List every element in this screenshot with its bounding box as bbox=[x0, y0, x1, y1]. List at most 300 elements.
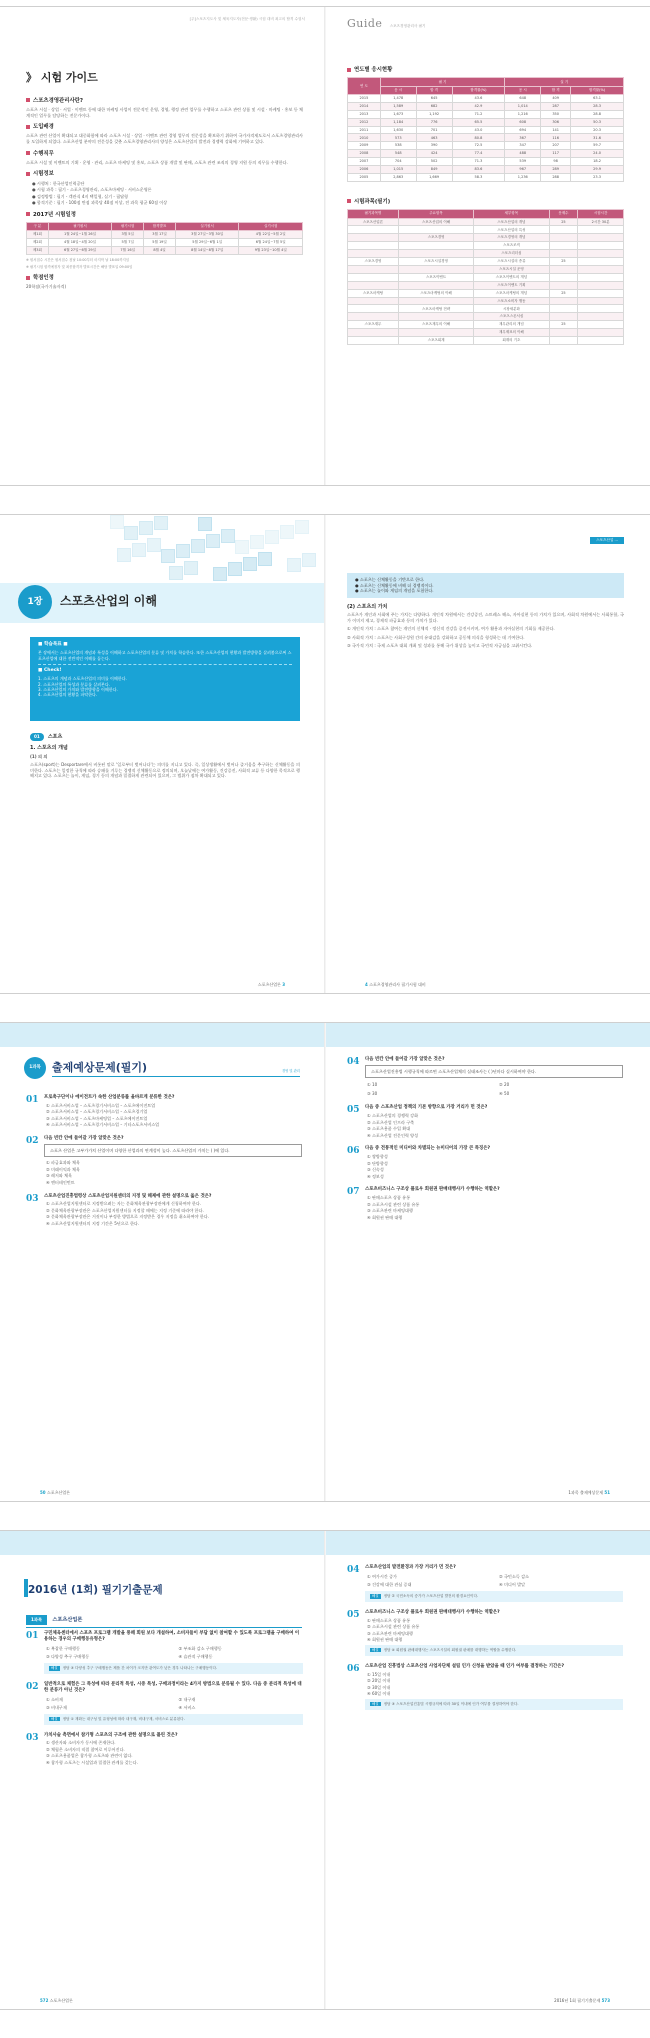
exam-info-item: ● 합격기준 : 필기 - 100점 만점 과목당 40점 이상, 전 과목 평균 60점 이상 bbox=[32, 200, 168, 206]
value-item: ③ 국가적 가치 : 국제 스포츠 대회 개최 및 성과를 통해 국가 위상을 높이고 국민적 자긍심을 고취시킨다. bbox=[347, 643, 533, 649]
column-header: 주요항목 bbox=[398, 210, 473, 218]
option-list bbox=[365, 1113, 623, 1138]
table-cell: 776 bbox=[416, 118, 452, 126]
square-bullet-icon bbox=[26, 151, 30, 155]
option: ③ 스포츠관련 마케팅대행 bbox=[367, 1630, 413, 1636]
table-cell: 시장세분화 bbox=[474, 305, 549, 313]
page-folio: 1과목 출제예상문제 51 bbox=[568, 1489, 610, 1495]
option: ③ 30 bbox=[367, 1090, 378, 1096]
table-cell: 23.3 bbox=[571, 173, 624, 181]
column-header: 세부항목 bbox=[474, 210, 549, 218]
summary-item: ● 스포츠는 신체활동을 기반으로 한다. bbox=[355, 577, 425, 582]
table-cell: 2009 bbox=[348, 142, 381, 150]
table-cell: 스포츠산업의 특성 bbox=[474, 226, 549, 234]
column-header: 합 격 bbox=[541, 86, 571, 94]
table-cell bbox=[578, 289, 624, 297]
explanation-text: 정답 ③ 다양성 추구 구매행동은 제품 간 차이가 크지만 관여도가 낮은 경우 나타나는 구매행동이다. bbox=[62, 1665, 218, 1670]
option-list bbox=[44, 1103, 302, 1128]
section-title bbox=[26, 124, 303, 131]
explanation-tag: 해설 bbox=[51, 1716, 58, 1721]
table-cell: 1,669 bbox=[416, 173, 452, 181]
table-cell: 6월 24일~7월 5일 bbox=[239, 239, 303, 247]
table-cell: 502 bbox=[416, 158, 452, 166]
table-cell bbox=[348, 297, 399, 305]
question-number: 06 bbox=[347, 1663, 360, 1674]
page-left bbox=[0, 1023, 325, 1502]
table-cell: 2007 bbox=[348, 158, 381, 166]
section-body: 스포츠 관련 산업이 확대되고 대중화함에 따라 스포츠 시설 · 상업 · 이벤트 관련 경영 업무의 전문성을 확보하기 위하여 국가자격제도로서 스포츠경영관리사를 도입하게 되었다. 스포츠산업 분야의 전문성을 갖춘 스포츠경영관리사의 양성은 스포츠산업의 발전과 경쟁력 강화에 기여하고 있다. bbox=[26, 133, 303, 144]
table-row bbox=[348, 281, 624, 289]
table-cell: 제3회 bbox=[27, 247, 49, 255]
question-column-right bbox=[347, 1057, 623, 1228]
guide-sections bbox=[26, 98, 303, 165]
table-cell: 18.2 bbox=[571, 158, 624, 166]
table-cell: 548 bbox=[380, 150, 416, 158]
table-cell: 117 bbox=[541, 150, 571, 158]
square-bullet-icon bbox=[26, 98, 30, 102]
table-cell: 77.4 bbox=[452, 150, 505, 158]
table-cell bbox=[578, 250, 624, 258]
table-row bbox=[348, 110, 624, 118]
table-row bbox=[348, 250, 624, 258]
table-cell: 463 bbox=[416, 134, 452, 142]
option-list bbox=[365, 1618, 623, 1643]
column-header: 연 도 bbox=[348, 78, 381, 95]
question bbox=[26, 1733, 303, 1766]
table-cell: 65.5 bbox=[452, 118, 505, 126]
option: ② 내구재 bbox=[178, 1696, 196, 1702]
table-cell bbox=[578, 226, 624, 234]
table-cell: 42.9 bbox=[452, 102, 505, 110]
table-cell: 3월 27일~3월 30일 bbox=[175, 231, 239, 239]
table-cell: 1,014 bbox=[505, 102, 541, 110]
table-cell: 25 bbox=[549, 258, 578, 266]
table-cell: 스포츠이벤트 기획 bbox=[474, 281, 549, 289]
option-list bbox=[44, 1740, 303, 1765]
question bbox=[26, 1682, 303, 1725]
table-cell bbox=[348, 273, 399, 281]
table-cell: 스포츠시설경영 bbox=[398, 258, 473, 266]
question-stem: 스포츠산업의 발전환경과 가장 거리가 먼 것은? bbox=[365, 1565, 456, 1570]
table-cell: 72.5 bbox=[452, 142, 505, 150]
table-cell: 3월 17일 bbox=[144, 231, 176, 239]
page-folio: 스포츠산업론 3 bbox=[257, 981, 285, 987]
decorative-cube bbox=[169, 566, 183, 580]
question-stem: 스포츠산업진흥법령상 스포츠산업지원센터의 지정 및 해제에 관한 설명으로 옳은 것은? bbox=[44, 1193, 212, 1199]
schedule-notes bbox=[26, 258, 303, 269]
table-cell bbox=[578, 329, 624, 337]
table-cell: 4월 22일~5월 2일 bbox=[239, 231, 303, 239]
option: ③ 건강에 대한 관심 증대 bbox=[367, 1582, 412, 1588]
explanation-box bbox=[44, 1714, 303, 1725]
table-cell bbox=[578, 337, 624, 345]
explanation-tag: 해설 bbox=[372, 1647, 379, 1652]
subjects-table bbox=[347, 209, 624, 345]
question bbox=[26, 1631, 303, 1674]
table-row bbox=[348, 234, 624, 242]
option: ④ 스포츠서비스업 – 스포츠경기서비스업 – 기타스포츠서비스업 bbox=[46, 1122, 160, 1128]
option: ④ 정보성 bbox=[367, 1173, 384, 1179]
table-cell: 스포츠소비자 행동 bbox=[474, 297, 549, 305]
table-cell: 25 bbox=[549, 321, 578, 329]
table-cell bbox=[578, 265, 624, 273]
option: ② 단방향성 bbox=[367, 1160, 388, 1166]
option: ④ 습관적 구매행동 bbox=[178, 1654, 213, 1660]
table-cell: 849 bbox=[416, 166, 452, 174]
table-cell: 제2회 bbox=[27, 239, 49, 247]
explanation-text: 정답 ④ 회원권 판매대행사는 스포츠시설의 회원권 판매를 대행하는 역할을 수행한다. bbox=[383, 1647, 517, 1652]
exam-info-list bbox=[26, 181, 303, 206]
decorative-cube bbox=[132, 543, 146, 557]
section-title bbox=[26, 98, 303, 105]
option: ③ 문화체육관광부장관은 거짓이나 부정한 방법으로 지정받은 경우 지정을 취소하여야 한다. bbox=[46, 1214, 209, 1220]
table-cell bbox=[348, 250, 399, 258]
page-right bbox=[325, 1531, 650, 2010]
column-group-header: 필 기 bbox=[380, 78, 505, 86]
table-cell: 25 bbox=[549, 218, 578, 226]
option: ④ 회원권 판매 대행 bbox=[367, 1637, 403, 1643]
option: ④ 회원권 판매 대행 bbox=[367, 1214, 403, 1220]
table-cell: 스포츠경영의 개념 bbox=[474, 234, 549, 242]
running-headband: 스포츠산업 ... bbox=[590, 537, 624, 544]
square-bullet-icon bbox=[347, 68, 351, 72]
section-name: 스포츠 bbox=[47, 734, 63, 740]
decorative-cube bbox=[184, 561, 198, 575]
exam-title: 2016년 (1회) 필기기출문제 bbox=[28, 1584, 163, 1596]
question-number: 04 bbox=[347, 1565, 360, 1575]
table-cell: 682 bbox=[416, 102, 452, 110]
table-cell: 50.3 bbox=[571, 118, 624, 126]
question-stem: 프로축구단이나 에이전트가 속한 산업분류를 올바르게 분류한 것은? bbox=[44, 1095, 175, 1100]
table-cell: 5월 29일~6월 1일 bbox=[175, 239, 239, 247]
table-cell bbox=[549, 226, 578, 234]
column-header: 합격률(%) bbox=[571, 86, 624, 94]
chapter-banner bbox=[0, 583, 325, 623]
question-stem: 스포츠비즈니스 구조상 플로우 회원권 판매대행사가 수행하는 역할은? bbox=[365, 1609, 500, 1615]
spread-past-exam bbox=[0, 1530, 650, 2010]
page-title: 》 시험 가이드 bbox=[26, 71, 98, 84]
table-row bbox=[348, 297, 624, 305]
table-cell: 1,478 bbox=[380, 94, 416, 102]
note-line: ※ 필기시험 합격예정자 및 최종합격자 발표시간은 해당 발표일 09:00임 bbox=[26, 264, 133, 269]
table-cell bbox=[549, 265, 578, 273]
table-cell: 2012 bbox=[348, 118, 381, 126]
table-row bbox=[348, 142, 624, 150]
section-title bbox=[26, 151, 303, 158]
table-cell: 539 bbox=[505, 158, 541, 166]
table-cell bbox=[348, 305, 399, 313]
question-column-right bbox=[347, 1565, 623, 1718]
practice-title: 출제예상문제(필기) bbox=[52, 1061, 148, 1074]
table-row bbox=[348, 273, 624, 281]
option: ④ 50 bbox=[499, 1090, 510, 1096]
option: ④ 서비스 bbox=[178, 1705, 196, 1711]
option: ④ 스포츠산업 전문인력 양성 bbox=[367, 1132, 419, 1138]
table-cell bbox=[398, 250, 473, 258]
decorative-cube bbox=[221, 529, 235, 543]
table-cell: 701 bbox=[416, 126, 452, 134]
option: ① 복잡한 구매행동 bbox=[46, 1645, 80, 1651]
table-cell: 538 bbox=[380, 142, 416, 150]
table-row bbox=[348, 226, 624, 234]
table-cell: 1,216 bbox=[505, 110, 541, 118]
table-cell bbox=[578, 313, 624, 321]
table-cell bbox=[398, 226, 473, 234]
table-cell: 306 bbox=[541, 118, 571, 126]
table-cell: 1,192 bbox=[416, 110, 452, 118]
table-cell bbox=[549, 297, 578, 305]
table-cell: 63.1 bbox=[571, 94, 624, 102]
table-cell: 287 bbox=[541, 102, 571, 110]
table-cell: 488 bbox=[505, 150, 541, 158]
table-row bbox=[27, 239, 303, 247]
option: ① 10 bbox=[367, 1082, 378, 1088]
question bbox=[347, 1565, 623, 1602]
table-cell: 스포츠재무 bbox=[348, 321, 399, 329]
question bbox=[347, 1664, 623, 1710]
table-cell: 스포츠마케팅의 이해 bbox=[398, 289, 473, 297]
option: ② 스포츠시설 관련 상품 유통 bbox=[367, 1624, 420, 1630]
table-cell: 2013 bbox=[348, 110, 381, 118]
option-list bbox=[365, 1081, 623, 1097]
table-cell: 스포츠산업론 bbox=[348, 218, 399, 226]
running-head: [주]스포츠지도사 및 체육지도자(전문·생활) 시험 대비 최고의 합격 수험서 bbox=[189, 17, 305, 21]
question-stem: 다음 중 스포츠산업 정책의 기본 방향으로 가장 거리가 먼 것은? bbox=[365, 1105, 488, 1111]
question bbox=[347, 1146, 623, 1179]
page-folio: 2016년 1회 필기기출문제 573 bbox=[554, 1997, 610, 2003]
table-cell bbox=[398, 242, 473, 250]
page-left bbox=[0, 7, 325, 486]
option: ② 부조화 감소 구매행동 bbox=[178, 1645, 222, 1651]
spread-exam-guide bbox=[0, 6, 650, 486]
table-cell: 스포츠산업의 개념 bbox=[474, 218, 549, 226]
option: ③ 스포츠용품 수입 확대 bbox=[367, 1126, 411, 1132]
table-cell: 스포츠경영 bbox=[348, 258, 399, 266]
option-list bbox=[365, 1195, 623, 1220]
table-cell: 스포츠마케팅 전략 bbox=[398, 305, 473, 313]
section-title: 시험정보 bbox=[26, 171, 303, 178]
decorative-cube bbox=[176, 544, 190, 558]
column-header: 실기시험 bbox=[239, 222, 303, 230]
column-header: 필기과목명 bbox=[348, 210, 399, 218]
table-row bbox=[348, 173, 624, 181]
decorative-cube bbox=[258, 552, 272, 566]
table-cell: 1,184 bbox=[380, 118, 416, 126]
table-row bbox=[348, 305, 624, 313]
table-cell: 98 bbox=[541, 158, 571, 166]
table-cell bbox=[578, 321, 624, 329]
table-cell bbox=[348, 281, 399, 289]
table-cell: 390 bbox=[416, 142, 452, 150]
explanation-box bbox=[365, 1591, 623, 1602]
table-cell: 2011 bbox=[348, 126, 381, 134]
option: ② 스포츠서비스업 – 스포츠경기서비스업 – 스포츠경기업 bbox=[46, 1109, 148, 1115]
explanation-text: 정답 ② 국민소득의 증가가 스포츠산업 발전의 환경요인이다. bbox=[383, 1593, 479, 1598]
table-cell bbox=[549, 305, 578, 313]
option: ④ 60일 이내 bbox=[367, 1691, 391, 1697]
question-number: 05 bbox=[347, 1609, 360, 1620]
table-row bbox=[27, 247, 303, 255]
value-list bbox=[347, 626, 624, 649]
option: ③ 30일 이내 bbox=[367, 1684, 391, 1690]
decorative-cube bbox=[250, 535, 264, 549]
table-cell bbox=[348, 226, 399, 234]
table-row bbox=[348, 166, 624, 174]
section-title-text: 스포츠경영관리사란? bbox=[33, 97, 83, 104]
table-cell: 350 bbox=[541, 110, 571, 118]
table-row bbox=[348, 218, 624, 226]
table-cell bbox=[398, 329, 473, 337]
option: ③ 스포츠관련 마케팅대행 bbox=[367, 1208, 413, 1214]
table-row bbox=[348, 265, 624, 273]
option-list bbox=[365, 1573, 623, 1589]
table-cell: 58.3 bbox=[452, 173, 505, 181]
decorative-cube bbox=[228, 562, 242, 576]
table-cell: 2010 bbox=[348, 134, 381, 142]
section-body: 스포츠 시설 · 상업 · 서업 · 이벤트 등에 대한 마케팅 사업이 전문적인 운영, 경영, 행정 관련 업무를 수행하고 스포츠 관련 상품 및 시설 · 마케팅 · 홍보 등 체계적인 업무를 담당하는 전문가이다. bbox=[26, 107, 303, 118]
question-box: 스포츠산업진흥법 시행규칙에 따르면 스포츠산업체의 실태조사는 ( )년마다 실시하여야 한다. bbox=[365, 1065, 623, 1079]
table-row bbox=[348, 258, 624, 266]
table-cell: 424 bbox=[416, 150, 452, 158]
table-cell: 645 bbox=[416, 94, 452, 102]
table-cell bbox=[398, 297, 473, 305]
decorative-cube bbox=[287, 558, 301, 572]
chapter-body: 01 스포츠 1. 스포츠의 개념 (1) 의 의 스포츠(sport)는 Desportare에서 비롯된 말로 '일로부터 벗어나다'는 의미를 지니고 있다. 즉, 일상생활에서 벗어나 즐거움을 추구하는 신체활동을 의미한다. 스포츠는 일정한 규칙에 따라 승패를 겨루는 경쟁적 신체활동으로 정의되며, 오늘날에는 여가활동, 건강증진, 사회적 교류 등 다양한 목적으로 행해지고 있다. 스포츠는 놀이, 게임, 경기 등의 개념과 밀접하게 관련되어 있으며, 그 범위가 점차 확대되고 있다. bbox=[30, 734, 300, 779]
table-cell bbox=[578, 234, 624, 242]
table-cell: 648 bbox=[505, 94, 541, 102]
table-cell bbox=[549, 329, 578, 337]
option-list bbox=[44, 1696, 303, 1712]
option: ④ 스포츠산업지원센터의 지정 기간은 5년으로 한다. bbox=[46, 1221, 140, 1226]
table-cell: 367 bbox=[505, 134, 541, 142]
option: ② 스포츠산업 인프라 구축 bbox=[367, 1119, 415, 1125]
table-cell: 스포츠리더십 bbox=[474, 250, 549, 258]
table-cell: 28.8 bbox=[571, 110, 624, 118]
option: ① 소비재 bbox=[46, 1696, 63, 1702]
column-header: 필기원서 bbox=[48, 222, 112, 230]
table-cell: 967 bbox=[505, 166, 541, 174]
summary-item: ● 스포츠는 놀이와 게임의 개념을 포함한다. bbox=[355, 588, 434, 594]
table-cell: 2005 bbox=[348, 173, 381, 181]
table-cell bbox=[348, 242, 399, 250]
decorative-cube bbox=[280, 525, 294, 539]
table-cell: 71.2 bbox=[452, 110, 505, 118]
value-item: ② 사회적 가치 : 스포츠는 사회구성원 간의 유대감을 강화하고 공동체 의식을 형성하는 데 기여한다. bbox=[347, 634, 525, 640]
table-cell: 9월 23일~10월 4일 bbox=[239, 247, 303, 255]
check-item: 3. 스포츠산업의 가치와 발전방향을 이해한다. bbox=[38, 686, 118, 692]
note-line: ※ 원서접수 시간은 원서접수 첫날 10:00부터 마지막 날 18:00까지임 bbox=[26, 258, 130, 262]
table-cell: 1,673 bbox=[380, 110, 416, 118]
table-cell: 3월 5일 bbox=[112, 231, 144, 239]
explanation-box bbox=[44, 1663, 303, 1674]
table-cell: 141 bbox=[541, 126, 571, 134]
question-column-left bbox=[26, 1631, 303, 1766]
page-left bbox=[0, 1531, 325, 2010]
question-number: 02 bbox=[26, 1136, 39, 1146]
option: ④ 미디어 발달 bbox=[499, 1582, 526, 1588]
decorative-cube bbox=[117, 548, 131, 562]
table-cell: 80.8 bbox=[452, 134, 505, 142]
table-row bbox=[348, 289, 624, 297]
option-list bbox=[44, 1160, 302, 1185]
option: ① 스포츠서비스업 – 스포츠경기서비스업 – 스포츠에이전트업 bbox=[46, 1102, 156, 1108]
spread-practice-questions bbox=[0, 1022, 650, 1502]
table-cell: 207 bbox=[541, 142, 571, 150]
table-cell: 스포츠이벤트의 개념 bbox=[474, 273, 549, 281]
table-cell: 5월 7일 bbox=[112, 239, 144, 247]
question-number: 04 bbox=[347, 1057, 360, 1067]
square-bullet-icon bbox=[26, 212, 30, 216]
practice-header: 1과목 출제예상문제(필기) 경영 및 관리 bbox=[24, 1057, 300, 1079]
objectives-box: ■ 학습목표 ■ 본 장에서는 스포츠산업의 개념과 특성을 이해하고 스포츠산업의 분류 및 가치를 학습한다. 또한 스포츠산업의 현황과 발전방향을 살펴봄으로써 스포츠산업에 대한 전반적인 이해를 돕는다. ■ Check! 1. 스포츠의 개념과 스포츠산업의 의미를 이해한다. 2. 스포츠산업의 특성과 분류를 살펴본다. 3. 스포츠산업의 가치와 발전방향을 이해한다. 4. 스포츠산업의 현황을 파악한다. bbox=[30, 637, 300, 721]
table-cell bbox=[549, 281, 578, 289]
explanation-tag: 해설 bbox=[372, 1593, 379, 1598]
option: ② 스포츠시설 관련 상품 유통 bbox=[367, 1201, 420, 1207]
decorative-cube bbox=[139, 521, 153, 535]
table-row bbox=[348, 337, 624, 345]
page-right bbox=[325, 1023, 650, 1502]
table-cell: 스포츠이벤트 bbox=[398, 273, 473, 281]
check-item: 1. 스포츠의 개념과 스포츠산업의 의미를 이해한다. bbox=[38, 676, 127, 682]
option-list bbox=[365, 1672, 623, 1697]
page-left bbox=[0, 515, 325, 994]
table-cell: 1,015 bbox=[380, 166, 416, 174]
table-cell: 608 bbox=[505, 118, 541, 126]
question-stem: 스포츠비즈니스 구조상 플로우 회원권 판매대행사가 수행하는 역할은? bbox=[365, 1187, 500, 1193]
page-folio: 4 스포츠경영관리사 필기시험 대비 bbox=[365, 981, 426, 987]
option: ① 쌍방향성 bbox=[367, 1154, 388, 1160]
exam-info-item: ● 검정방법 : 필기 - 객관식 4지 택일형, 실기 - 필답형 bbox=[32, 193, 129, 199]
question-number: 07 bbox=[347, 1187, 360, 1198]
table-cell: 스포츠시설의 종류 bbox=[474, 258, 549, 266]
table-cell: 2,863 bbox=[380, 173, 416, 181]
option: ③ 비내구재 bbox=[46, 1705, 67, 1711]
table-row bbox=[348, 321, 624, 329]
section-title: 연도별 응시현황 bbox=[347, 67, 624, 74]
question-number: 03 bbox=[26, 1732, 39, 1743]
explanation-text: 정답 ① 재화는 내구성 및 유형성에 따라 내구재, 비내구재, 서비스로 분류된다. bbox=[62, 1716, 185, 1721]
decorative-cube bbox=[110, 515, 124, 529]
table-cell bbox=[549, 337, 578, 345]
table-cell: 스포츠재무의 이해 bbox=[398, 321, 473, 329]
section-title-text: 수행직무 bbox=[33, 150, 54, 157]
option: ③ 스포츠용품업은 참가형 스포츠와 관련이 없다. bbox=[46, 1753, 133, 1759]
table-cell: 회계의 기초 bbox=[474, 337, 549, 345]
table-cell: 2008 bbox=[348, 150, 381, 158]
option: ④ 참가형 스포츠는 시설업과 밀접한 관계를 갖는다. bbox=[46, 1759, 138, 1765]
question-stem: 가치사슬 측면에서 참가형 스포츠의 구조에 관한 설명으로 틀린 것은? bbox=[44, 1732, 178, 1738]
option: ① 파급효과와 체육 bbox=[46, 1160, 80, 1166]
table-cell bbox=[398, 313, 473, 321]
option-list bbox=[44, 1645, 303, 1661]
table-cell: 1월 24일~1월 26일 bbox=[48, 231, 112, 239]
option: ① 판매스포츠 상품 유통 bbox=[367, 1617, 411, 1623]
table-cell: 스포츠스폰서십 bbox=[474, 313, 549, 321]
question-stem: 다음 빈칸 안에 들어갈 가장 알맞은 것은? bbox=[44, 1136, 124, 1141]
table-cell bbox=[578, 258, 624, 266]
option-list bbox=[44, 1201, 302, 1226]
table-row bbox=[348, 150, 624, 158]
table-cell: 2시간 30분 bbox=[578, 218, 624, 226]
square-bullet-icon bbox=[26, 172, 30, 176]
question-column-left bbox=[26, 1095, 302, 1235]
page-folio: 50 스포츠산업론 bbox=[40, 1489, 71, 1495]
table-row bbox=[348, 126, 624, 134]
explanation-tag: 해설 bbox=[372, 1701, 379, 1706]
table-cell: 43.0 bbox=[452, 126, 505, 134]
table-row bbox=[348, 313, 624, 321]
section-title: 학점인정 bbox=[26, 275, 303, 282]
